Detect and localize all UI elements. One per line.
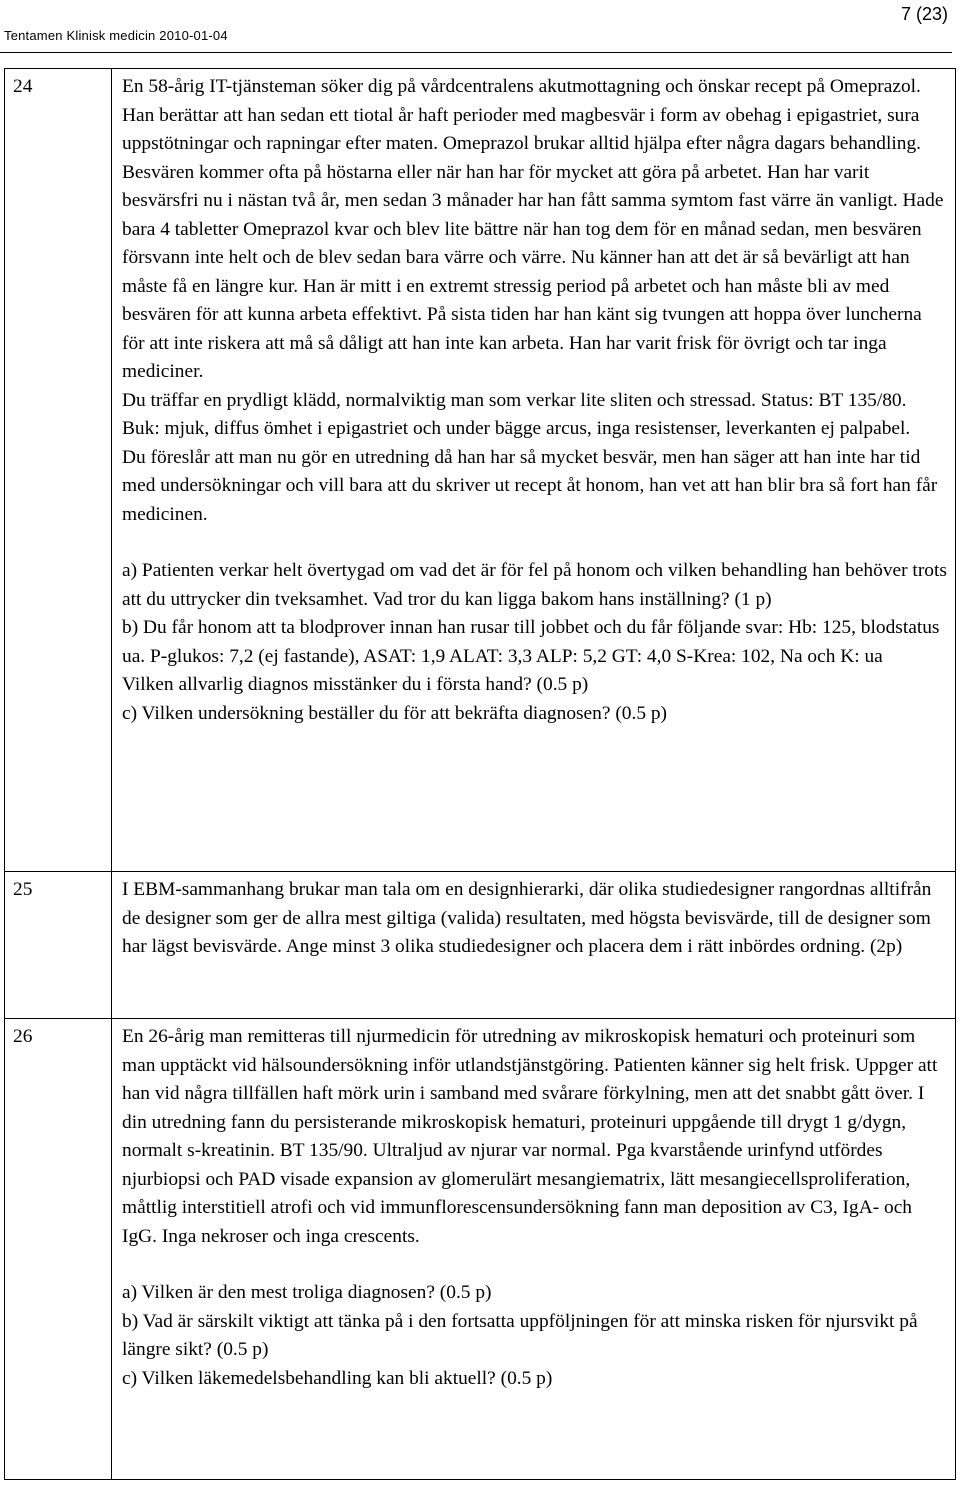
case-paragraph: Du träffar en prydligt klädd, normalviktig man som verkar lite sliten och stressad. Status: BT 135/80. Buk: mjuk, diffus ömhet i epigastriet och under bägge arcus, inga resistenser, leverkanten ej palpabel. <box>122 389 911 439</box>
question-number: 25 <box>5 872 112 1019</box>
header-divider <box>0 52 952 53</box>
page-header <box>0 0 960 64</box>
case-paragraph: Du föreslår att man nu gör en utredning då han har så mycket besvär, men han säger att han inte har tid med undersökningar och vill bara att du skriver ut recept åt honom, han vet att han blir bra så fort han får medicinen. <box>122 446 938 525</box>
question-body <box>112 1019 956 1480</box>
sub-question-c: c) Vilken läkemedelsbehandling kan bli aktuell? (0.5 p) <box>122 1367 553 1389</box>
sub-question-a: a) Vilken är den mest troliga diagnosen? (0.5 p) <box>122 1282 492 1303</box>
question-number: 24 <box>5 69 112 872</box>
questions-table <box>4 68 956 1480</box>
question-row-24 <box>5 69 956 872</box>
question-row-25 <box>5 872 956 1019</box>
question-number: 26 <box>5 1019 112 1480</box>
case-paragraph: I EBM-sammanhang brukar man tala om en designhierarki, där olika studiedesigner rangordnas alltifrån de designer som ger de allra mest giltiga (valida) resultaten, med högsta bevisvärde, till de designer som har lägst bevisvärde. Ange minst 3 olika studiedesigner och placera dem i rätt inbördes ordning. (2p) <box>122 879 932 957</box>
sub-question-b-prompt: Vilken allvarlig diagnos misstänker du i första hand? (0.5 p) <box>122 674 589 695</box>
page-number: 7 (23) <box>900 4 948 24</box>
sub-question-b: b) Vad är särskilt viktigt att tänka på i den fortsatta uppföljningen för att minska risken för njursvikt på längre sikt? (0.5 p) <box>122 1310 918 1360</box>
paragraph-spacer <box>122 529 949 557</box>
paragraph-spacer <box>122 1251 949 1279</box>
case-paragraph: En 58-årig IT-tjänsteman söker dig på vårdcentralens akutmottagning och önskar recept på Omeprazol. Han berättar att han sedan ett tiotal år haft perioder med magbesvär i form av obehag i epigastriet, sura uppstötningar och rapningar efter maten. Omeprazol brukar alltid hjälpa efter några dagars behandling. Besvären kommer ofta på höstarna eller när han har för mycket att göra på arbetet. Han har varit besvärsfri nu i nästan två år, men sedan 3 månader har han fått samma symtom fast värre än vanligt. Hade bara 4 tabletter Omeprazol kvar och blev lite bättre när han tog dem för en månad sedan, men besvären försvann inte helt och de blev sedan bara värre och värre. Nu känner han att det är så bevärligt att han måste få en längre kur. Han är mitt i en extremt stressig period på arbetet och han måste bli av med besvären för att kunna arbeta effektivt. På sista tiden har han känt sig tvungen att hoppa över luncherna för att inte riskera att må så dåligt att han inte kan arbeta. Han har varit frisk för övrigt och tar inga mediciner. <box>122 76 944 382</box>
question-body <box>112 872 956 1019</box>
case-paragraph: En 26-årig man remitteras till njurmedicin för utredning av mikroskopisk hematuri och proteinuri som man upptäckt vid hälsoundersökning inför utlandstjänstgöring. Patienten känner sig helt frisk. Uppger att han vid några tillfällen haft mörk urin i samband med svårare förkylning, men att det snabbt gått över. I din utredning fann du persisterande mikroskopisk hematuri, proteinuri uppgående till drygt 1 g/dygn, normalt s-kreatinin. BT 135/90. Ultraljud av njurar var normal. Pga kvarstående urinfynd utfördes njurbiopsi och PAD visade expansion av glomerulärt mesangiematrix, lätt mesangiecellsproliferation, måttlig interstitiell atrofi och vid immunflorescensundersökning fann man deposition av C3, IgA- och IgG. Inga nekroser och inga crescents. <box>122 1026 938 1247</box>
sub-question-c: c) Vilken undersökning beställer du för att bekräfta diagnosen? (0.5 p) <box>122 702 668 724</box>
sub-question-a: a) Patienten verkar helt övertygad om vad det är för fel på honom och vilken behandling han behöver trots att du uttrycker din tveksamhet. Vad tror du kan ligga bakom hans inställning? (1 p) <box>122 560 947 610</box>
sub-question-b: b) Du får honom att ta blodprover innan han rusar till jobbet och du får följande svar: Hb: 125, blodstatus ua. P-glukos: 7,2 (ej fastande), ASAT: 1,9 ALAT: 3,3 ALP: 5,2 GT: 4,0 S-Krea: 102, Na och K: ua <box>122 617 940 667</box>
question-row-26 <box>5 1019 956 1480</box>
exam-title: Tentamen Klinisk medicin 2010-01-04 <box>4 28 228 43</box>
question-body <box>112 69 956 872</box>
